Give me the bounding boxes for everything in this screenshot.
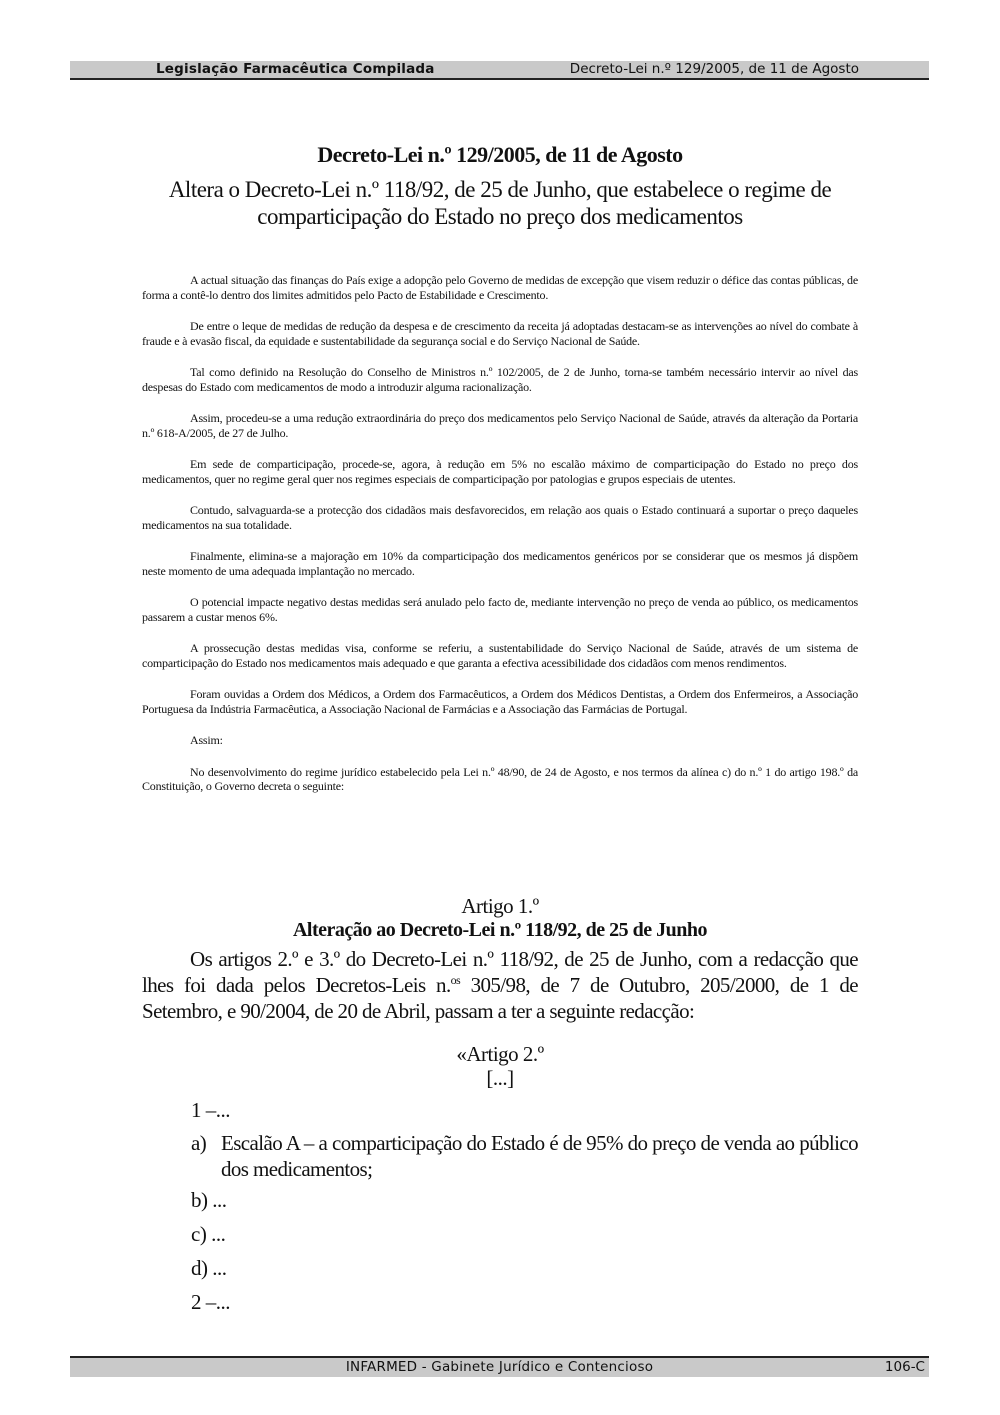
article-heading <box>142 894 858 942</box>
article-body <box>142 946 858 1024</box>
preamble <box>142 273 858 811</box>
header-document-reference: Decreto-Lei n.º 129/2005, de 11 de Agosto <box>569 61 859 77</box>
page-header <box>70 61 929 80</box>
preamble-paragraph: No desenvolvimento do regime jurídico estabelecido pela Lei n.º 48/90, de 24 de Agosto, e nos termos da alínea c) do n.º 1 do artigo 198.º da Constituição, o Governo decreta o seguinte: <box>142 764 858 793</box>
quoted-article-heading <box>142 1042 858 1090</box>
preamble-paragraph: O potencial impacte negativo destas medidas será anulado pelo facto de, mediante intervenção no preço de venda ao público, os medicamentos passarem a custar menos 6%. <box>142 595 858 624</box>
article-body-superscript: os <box>450 973 461 987</box>
quoted-item-a-text: Escalão A – a comparticipação do Estado é de 95% do preço de venda ao público dos medicamentos; <box>221 1131 858 1181</box>
document-title: Decreto-Lei n.º 129/2005, de 11 de Agosto <box>317 142 683 167</box>
preamble-paragraph: Foram ouvidas a Ordem dos Médicos, a Ordem dos Farmacêuticos, a Ordem dos Médicos Dentistas, a Ordem dos Enfermeiros, a Associação Portuguesa da Indústria Farmacêutica, a Associação Nacional de Farmácias e a Associação das Farmácias de Portugal. <box>142 687 858 716</box>
header-publication-title: Legislação Farmacêutica Compilada <box>156 61 435 77</box>
page-footer <box>70 1356 929 1377</box>
quoted-item-1: 1 –... <box>191 1098 230 1122</box>
article-body-text-continued: 305/98, de 7 de Outubro, 205/2000, de 1 de Setembro, e 90/2004, de 20 de Abril, passam a ter a seguinte redacção: <box>142 973 858 1023</box>
quoted-item-c: c) ... <box>191 1222 226 1246</box>
preamble-paragraph: Tal como definido na Resolução do Conselho de Ministros n.º 102/2005, de 2 de Junho, torna-se também necessário intervir ao nível das despesas do Estado com medicamentos de modo a introduzir alguma racionalização. <box>142 365 858 394</box>
document-subtitle: Altera o Decreto-Lei n.º 118/92, de 25 de Junho, que estabelece o regime de comparticipação do Estado no preço dos medicamentos <box>168 177 832 229</box>
article-title: Alteração ao Decreto-Lei n.º 118/92, de 25 de Junho <box>292 919 708 941</box>
preamble-paragraph: Em sede de comparticipação, procede-se, agora, à redução em 5% no escalão máximo de comparticipação do Estado no preço dos medicamentos, quer no regime geral quer nos regimes especiais de comparticipação por patologias e grupos especiais de utentes. <box>142 457 858 486</box>
quoted-item-d: d) ... <box>191 1256 227 1280</box>
quoted-article-number: «Artigo 2.º <box>456 1042 544 1066</box>
quoted-item-a <box>191 1130 858 1182</box>
article-body-text: Os artigos 2.º e 3.º do Decreto-Lei n.º 118/92, de 25 de Junho, com a redacção que lhes foi dada pelos Decretos-Leis n. <box>142 947 858 997</box>
preamble-paragraph: A prossecução destas medidas visa, conforme se referiu, a sustentabilidade do Serviço Nacional de Saúde, através de um sistema de comparticipação do Estado nos medicamentos mais adequado e que garanta a efectiva acessibilidade dos cidadãos com menos rendimentos. <box>142 641 858 670</box>
preamble-paragraph: Assim: <box>190 733 223 747</box>
quoted-item-2: 2 –... <box>191 1290 230 1314</box>
preamble-paragraph: Assim, procedeu-se a uma redução extraordinária do preço dos medicamentos pelo Serviço Nacional de Saúde, através da alteração da Portaria n.º 618-A/2005, de 27 de Julho. <box>142 411 858 440</box>
article-number: Artigo 1.º <box>461 894 539 918</box>
preamble-paragraph: De entre o leque de medidas de redução da despesa e de crescimento da receita já adoptadas destacam-se as intervenções ao nível do combate à fraude e à evasão fiscal, da equidade e sustentabilidade da segurança social e do Serviço Nacional de Saúde. <box>142 319 858 348</box>
preamble-paragraph: Contudo, salvaguarda-se a protecção dos cidadãos mais desfavorecidos, em relação aos quais o Estado continuará a suportar o preço daqueles medicamentos na sua totalidade. <box>142 503 858 532</box>
footer-organization: INFARMED - Gabinete Jurídico e Contencioso <box>345 1359 654 1375</box>
quoted-item-a-label: a) <box>191 1131 207 1155</box>
preamble-paragraph: A actual situação das finanças do País exige a adopção pelo Governo de medidas de excepção que visem reduzir o défice das contas públicas, de forma a contê-lo dentro dos limites admitidos pelo Pacto de Estabilidade e Crescimento. <box>142 273 858 302</box>
preamble-paragraph: Finalmente, elimina-se a majoração em 10% da comparticipação dos medicamentos genéricos por se considerar que os mesmos já dispõem neste momento de uma adequada implantação no mercado. <box>142 549 858 578</box>
quoted-item-b: b) ... <box>191 1188 227 1212</box>
page-number: 106-C <box>884 1359 925 1375</box>
quoted-article-ellipsis: [...] <box>486 1066 514 1090</box>
